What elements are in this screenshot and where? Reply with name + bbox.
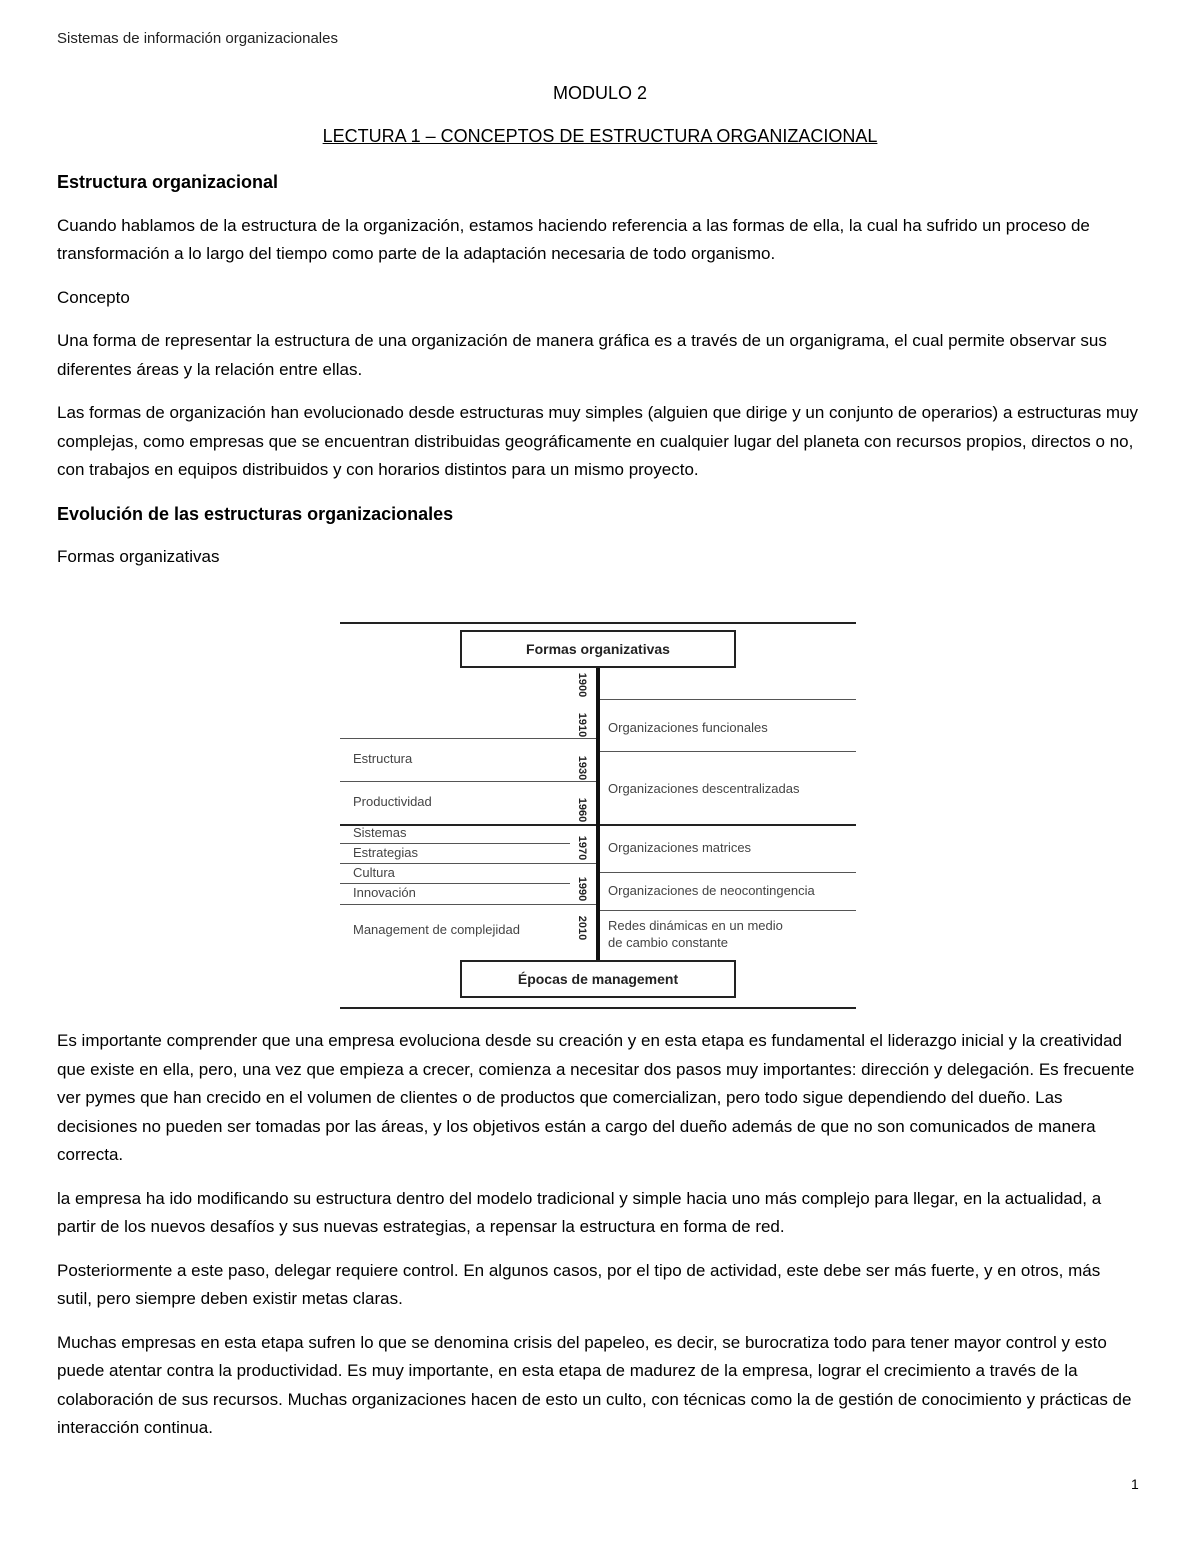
separator (340, 781, 596, 782)
epoch-label: Innovación (353, 885, 416, 900)
heading-evolucion: Evolución de las estructuras organizacionales (57, 503, 454, 524)
form-label: Organizaciones de neocontingencia (608, 883, 815, 898)
top-box: Formas organizativas (460, 630, 736, 668)
page-number: 1 (1131, 1476, 1139, 1492)
module-title: MODULO 2 (552, 83, 648, 103)
paragraph: Posteriormente a este paso, delegar requiere control. En algunos casos, por el tipo de actividad, este debe ser más fuerte, y en otros, más sutil, pero siempre deben existir metas claras. (57, 1260, 1101, 1308)
form-label: de cambio constante (608, 935, 728, 950)
timeline-axis (596, 668, 600, 961)
year-label: 1900 (576, 672, 588, 698)
epoch-label: Estructura (353, 751, 413, 766)
year-label: 1960 (576, 797, 588, 823)
separator (340, 738, 596, 739)
epoch-label: Estrategias (353, 845, 419, 860)
epoch-label: Sistemas (353, 825, 407, 840)
epoch-label: Productividad (353, 794, 432, 809)
formas-organizativas-diagram (340, 620, 856, 1012)
section-desarrollo (57, 1027, 1139, 1443)
form-label: Organizaciones matrices (608, 840, 752, 855)
year-label: 1970 (576, 835, 588, 861)
form-label: Redes dinámicas en un medio (608, 918, 783, 933)
separator (600, 872, 856, 873)
separator (600, 910, 856, 911)
diagram-caption: Formas organizativas (57, 547, 220, 566)
separator (340, 904, 596, 905)
bottom-box: Épocas de management (460, 960, 736, 998)
paragraph: Una forma de representar la estructura de una organización de manera gráfica es a través de un organigrama, el cual permite observar sus diferentes áreas y la relación entre ellas. (57, 331, 1107, 379)
year-label: 1910 (576, 712, 588, 738)
heading-estructura: Estructura organizacional (57, 172, 279, 192)
concept-label: Concepto (57, 287, 130, 307)
section-estructura (57, 168, 1139, 572)
paragraph: la empresa ha ido modificando su estructura dentro del modelo tradicional y simple hacia uno más complejo para llegar, en la actualidad, a partir de los nuevos desafíos y sus nuevas estrategias, a repensar la estructura en forma de red. (57, 1188, 1102, 1236)
separator (340, 863, 596, 864)
separator (600, 699, 856, 700)
separator (340, 843, 570, 844)
top-rule (340, 622, 856, 624)
paragraph: Cuando hablamos de la estructura de la organización, estamos haciendo referencia a las formas de ella, la cual ha sufrido un proceso de transformación a lo largo del tiempo como parte de la adaptación necesaria de todo organismo. (57, 215, 1090, 263)
separator (600, 824, 856, 826)
separator (340, 883, 570, 884)
page-header: Sistemas de información organizacionales (57, 30, 338, 47)
paragraph: Es importante comprender que una empresa evoluciona desde su creación y en esta etapa es fundamental el liderazgo inicial y la creatividad que existe en ella, pero, una vez que empieza a crecer, comienza a necesitar dos pasos muy importantes: dirección y delegación. Es frecuente ver pymes que han crecido en el volumen de clientes o de productos que comercializan, pero todo sigue dependiendo del dueño. Las decisiones no pueden ser tomadas por las áreas, y los objetivos están a cargo del dueño además de que no son comunicados de manera correcta. (57, 1031, 1135, 1164)
separator (600, 751, 856, 752)
form-label: Organizaciones descentralizadas (608, 781, 800, 796)
epoch-label: Cultura (353, 865, 395, 880)
year-label: 1930 (576, 755, 588, 781)
paragraph: Muchas empresas en esta etapa sufren lo que se denomina crisis del papeleo, es decir, se burocratiza todo para tener mayor control y esto puede atentar contra la productividad. Es muy importante, en esta etapa de madurez de la empresa, lograr el crecimiento a través de la colaboración de sus recursos. Muchas organizaciones hacen de esto un culto, con técnicas como la de gestión de conocimiento y prácticas de interacción continua. (57, 1332, 1132, 1437)
year-label: 1990 (576, 876, 588, 902)
bottom-rule (340, 1007, 856, 1009)
form-label: Organizaciones funcionales (608, 720, 768, 735)
epoch-label: Management de complejidad (353, 922, 520, 937)
year-label: 2010 (576, 915, 588, 941)
lecture-title: LECTURA 1 – CONCEPTOS DE ESTRUCTURA ORGANIZACIONAL (322, 126, 878, 146)
paragraph: Las formas de organización han evolucionado desde estructuras muy simples (alguien que dirige y un conjunto de operarios) a estructuras muy complejas, como empresas que se encuentran distribuidas geográficamente en cualquier lugar del planeta con recursos propios, directos o no, con trabajos en equipos distribuidos y con horarios distintos para un mismo proyecto. (57, 403, 1139, 479)
